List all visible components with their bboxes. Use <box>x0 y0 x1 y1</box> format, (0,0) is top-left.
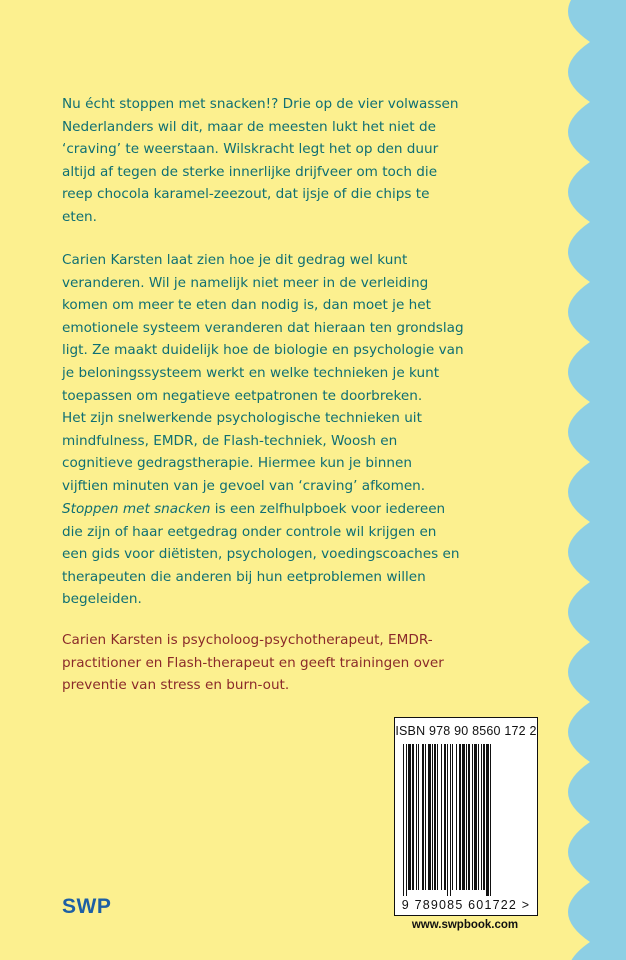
text-line: die zijn of haar eetgedrag onder controle wil krijgen en <box>62 523 437 540</box>
isbn-label: ISBN 978 90 8560 172 2 <box>395 724 537 738</box>
text-line: Het zijn snelwerkende psychologische technieken uit <box>62 410 422 427</box>
text-line: Carien Karsten laat zien hoe je dit gedrag wel kunt <box>62 252 408 268</box>
blurb-paragraph-1 <box>62 93 562 229</box>
barcode-bar <box>437 744 438 890</box>
text-line: je beloningssysteem werkt en welke technieken je kunt <box>62 364 440 381</box>
text-run: is een zelfhulpboek voor iedereen <box>210 501 446 517</box>
book-title-italic: Stoppen met snacken <box>62 501 211 517</box>
barcode-bar <box>481 744 482 890</box>
barcode-bar <box>483 744 485 890</box>
barcode-bar <box>468 744 470 890</box>
text-line: ligt. Ze maakt duidelijk hoe de biologie en psychologie van <box>62 342 464 359</box>
publisher-logo: SWP <box>62 895 112 918</box>
text-line: vijftien minuten van je gevoel van ‘craving’ afkomen. <box>62 477 426 494</box>
barcode-bar <box>462 744 465 890</box>
barcode-bar <box>418 744 419 890</box>
barcode-bar <box>478 744 479 890</box>
barcode-bars <box>399 744 533 896</box>
barcode-bar <box>450 744 451 896</box>
barcode-bar <box>452 744 453 890</box>
text-line: toepassen om negatieve eetpatronen te doorbreken. <box>62 387 423 404</box>
barcode-bar <box>474 744 477 890</box>
text-line <box>62 498 562 521</box>
barcode-bar <box>425 744 426 890</box>
text-line: mindfulness, EMDR, de Flash-techniek, Woosh en <box>62 432 398 449</box>
barcode-bar <box>428 744 431 890</box>
text-line: Nu écht stoppen met snacken!? Drie op de vier volwassen <box>62 96 459 112</box>
text-line: een gids voor diëtisten, psychologen, voedingscoaches en <box>62 546 460 563</box>
barcode-digits: 9 789085 601722 > <box>401 898 531 912</box>
barcode-bar <box>441 744 442 890</box>
barcode-bar <box>447 744 448 896</box>
text-line: emotionele systeem veranderen dat hieraan ten grondslag <box>62 319 464 336</box>
text-line: eten. <box>62 208 97 225</box>
barcode-bar <box>422 744 424 890</box>
text-line: begeleiden. <box>62 591 142 608</box>
blurb-paragraph-2 <box>62 249 562 498</box>
barcode-bar <box>459 744 461 890</box>
text-line: ‘craving’ te weerstaan. Wilskracht legt het op den duur <box>62 141 439 158</box>
barcode-bar <box>456 744 457 890</box>
text-line: cognitieve gedragstherapie. Hiermee kun je binnen <box>62 455 412 472</box>
text-line: altijd af tegen de sterke innerlijke drijfveer om toch die <box>62 163 438 180</box>
barcode-bar <box>434 744 436 890</box>
barcode-bar <box>466 744 467 890</box>
scalloped-edge-shape <box>568 0 626 960</box>
barcode-bar <box>412 744 414 890</box>
barcode-bar <box>416 744 417 890</box>
text-line: therapeuten die anderen bij hun eetproblemen willen <box>62 568 426 585</box>
barcode-bar <box>444 744 446 890</box>
publisher-website: www.swpbook.com <box>411 919 519 931</box>
barcode-bar <box>472 744 473 890</box>
text-line: veranderen. Wil je namelijk niet meer in de verleiding <box>62 274 429 291</box>
barcode-bar <box>408 744 411 890</box>
author-bio <box>62 629 562 697</box>
text-line: Carien Karsten is psycholoog-psychotherapeut, EMDR- <box>62 632 433 648</box>
blurb-paragraph-3 <box>62 498 562 611</box>
barcode-bar <box>432 744 433 890</box>
text-line: komen om meer te eten dan nodig is, dan moet je het <box>62 297 431 314</box>
barcode-bar <box>486 744 489 896</box>
text-line: practitioner en Flash-therapeut en geeft trainingen over <box>62 654 444 671</box>
barcode-bar <box>490 744 491 896</box>
text-line: reep chocola karamel-zeezout, dat ijsje of die chips te <box>62 186 430 203</box>
text-line: Nederlanders wil dit, maar de meesten lukt het niet de <box>62 118 436 135</box>
barcode-bar <box>406 744 407 896</box>
isbn-barcode <box>394 717 538 916</box>
text-line: preventie van stress en burn-out. <box>62 677 290 694</box>
barcode-bar <box>403 744 404 896</box>
